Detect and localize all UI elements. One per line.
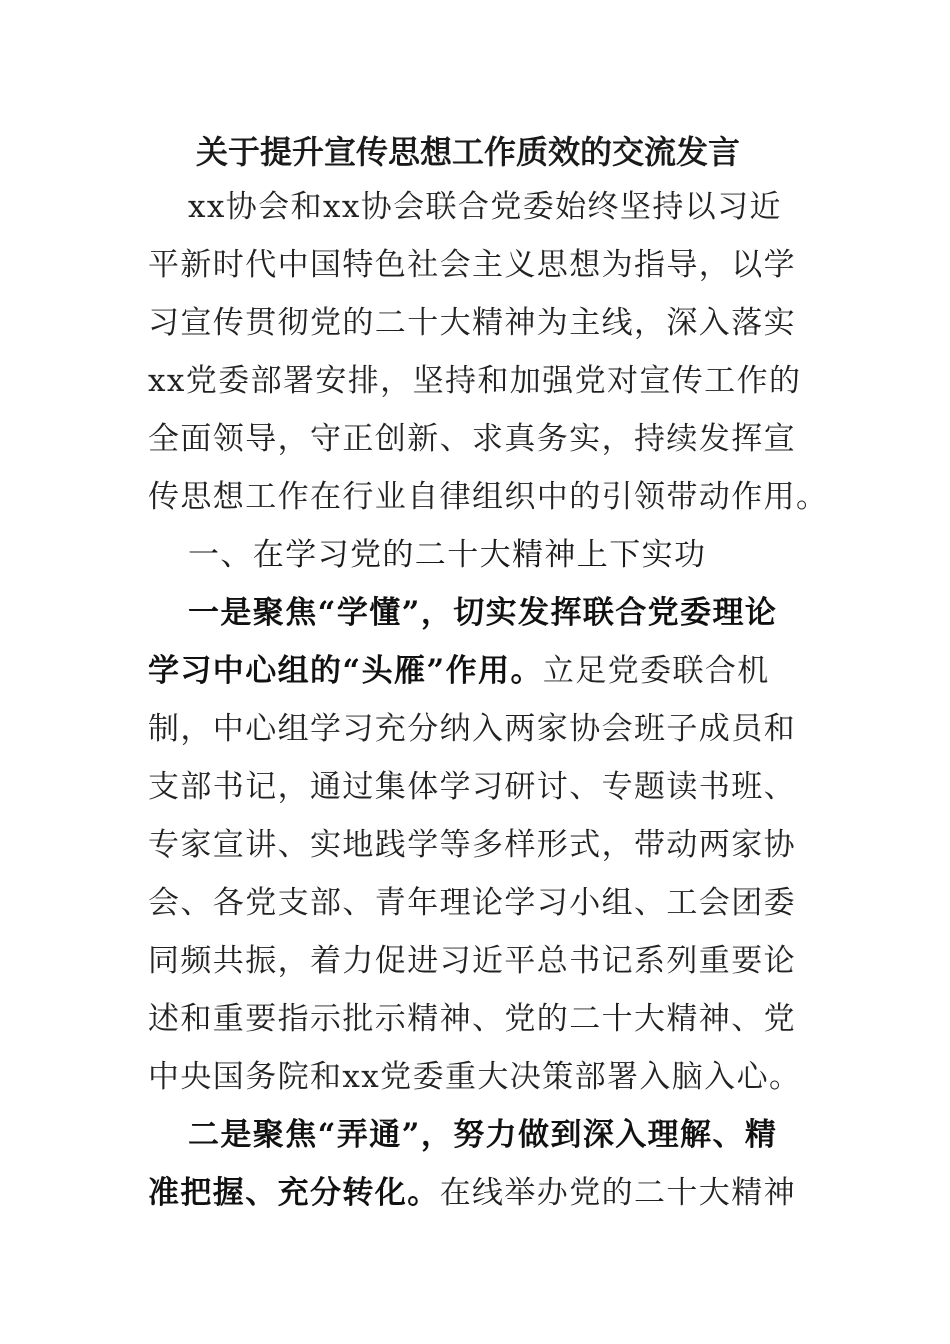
text-run: 会、各党支部、青年理论学习小组、工会团委 — [148, 885, 796, 921]
body-line — [148, 758, 808, 816]
body-line — [148, 816, 808, 874]
body-line — [148, 352, 808, 410]
text-run: 同频共振，着力促进习近平总书记系列重要论 — [148, 943, 796, 979]
section-heading-text: 一、在学习党的二十大精神上下实功 — [188, 537, 707, 573]
text-run: 立足党委联合机 — [542, 653, 770, 689]
section-heading — [148, 526, 808, 584]
bold-run: 准把握、充分转化。 — [148, 1175, 440, 1211]
body-line — [148, 874, 808, 932]
body-line — [148, 932, 808, 990]
text-run: 平新时代中国特色社会主义思想为指导，以学 — [148, 247, 796, 283]
text-run: 专家宣讲、实地践学等多样形式，带动两家协 — [148, 827, 796, 863]
body-line — [148, 1164, 808, 1222]
body-line — [148, 1048, 808, 1106]
body-line — [148, 642, 808, 700]
text-run: xx党委部署安排，坚持和加强党对宣传工作的 — [148, 363, 802, 399]
document-body — [148, 178, 829, 1222]
body-line — [148, 700, 808, 758]
body-line — [148, 990, 808, 1048]
bold-run: 学习中心组的“头雁”作用。 — [148, 653, 543, 689]
bold-run: 二是聚焦“弄通”，努力做到深入理解、精 — [188, 1117, 778, 1153]
text-run: 习宣传贯彻党的二十大精神为主线，深入落实 — [148, 305, 796, 341]
body-line — [148, 236, 808, 294]
body-line — [148, 584, 808, 642]
text-run: 全面领导，守正创新、求真务实，持续发挥宣 — [148, 421, 796, 457]
body-line — [148, 468, 829, 526]
text-run: 在线举办党的二十大精神 — [439, 1175, 797, 1211]
text-run: 制，中心组学习充分纳入两家协会班子成员和 — [148, 711, 796, 747]
body-line — [148, 178, 808, 236]
text-run: 述和重要指示批示精神、党的二十大精神、党 — [148, 1001, 796, 1037]
text-run: 中央国务院和xx党委重大决策部署入脑入心。 — [148, 1059, 802, 1095]
bold-run: 一是聚焦“学懂”，切实发挥联合党委理论 — [188, 595, 778, 631]
text-run: xx协会和xx协会联合党委始终坚持以习近 — [188, 189, 782, 225]
text-run: 支部书记，通过集体学习研讨、专题读书班、 — [148, 769, 796, 805]
text-run: 传思想工作在行业自律组织中的引领带动作用。 — [148, 479, 829, 515]
body-line — [148, 1106, 808, 1164]
document-title: 关于提升宣传思想工作质效的交流发言 — [196, 133, 741, 171]
body-line — [148, 410, 808, 468]
body-line — [148, 294, 808, 352]
